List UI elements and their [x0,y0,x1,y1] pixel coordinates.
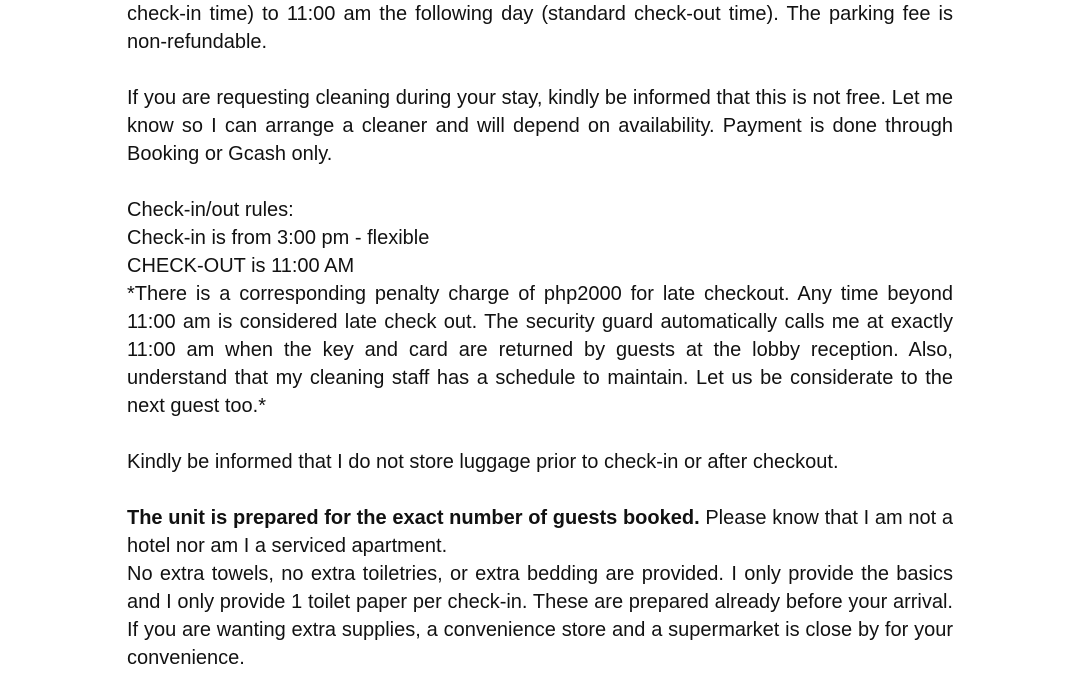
late-checkout-paragraph: *There is a corresponding penalty charge of php2000 for late checkout. Any time beyond 11:00 am is considered late check out. The security guard automatically calls me at exactly 11:00 am when the key and card are returned by guests at the lobby reception. Also, understand that my cleaning staff has a schedule to maintain. Let us be considerate to the next guest too.* [127,283,953,417]
cleaning-paragraph: If you are requesting cleaning during your stay, kindly be informed that this is not free. Let me know so I can arrange a cleaner and will depend on availability. Payment is done through Booking or Gcash only. [127,87,953,165]
parking-fee-paragraph: check-in time) to 11:00 am the following day (standard check-out time). The parking fee is non-refundable. [127,3,953,53]
unit-bold-statement: The unit is prepared for the exact number of guests booked. [127,507,700,529]
paragraph-spacer [127,168,953,196]
paragraph-spacer [127,420,953,448]
unit-paragraph [127,504,953,560]
luggage-paragraph: Kindly be informed that I do not store luggage prior to check-in or after checkout. [127,451,839,473]
paragraph-spacer [127,56,953,84]
document-page [127,0,953,672]
checkout-time-line: CHECK-OUT is 11:00 AM [127,255,355,277]
checkinout-heading: Check-in/out rules: [127,199,294,221]
checkin-time-line: Check-in is from 3:00 pm - flexible [127,227,430,249]
paragraph-spacer [127,476,953,504]
supplies-paragraph: No extra towels, no extra toiletries, or extra bedding are provided. I only provide the basics and I only provide 1 toilet paper per check-in. These are prepared already before your arrival. If you are wanting extra supplies, a convenience store and a supermarket is close by for your convenience. [127,563,953,669]
unit-rest-text: Please know that I am not a hotel nor am I a serviced apartment. [127,507,954,557]
